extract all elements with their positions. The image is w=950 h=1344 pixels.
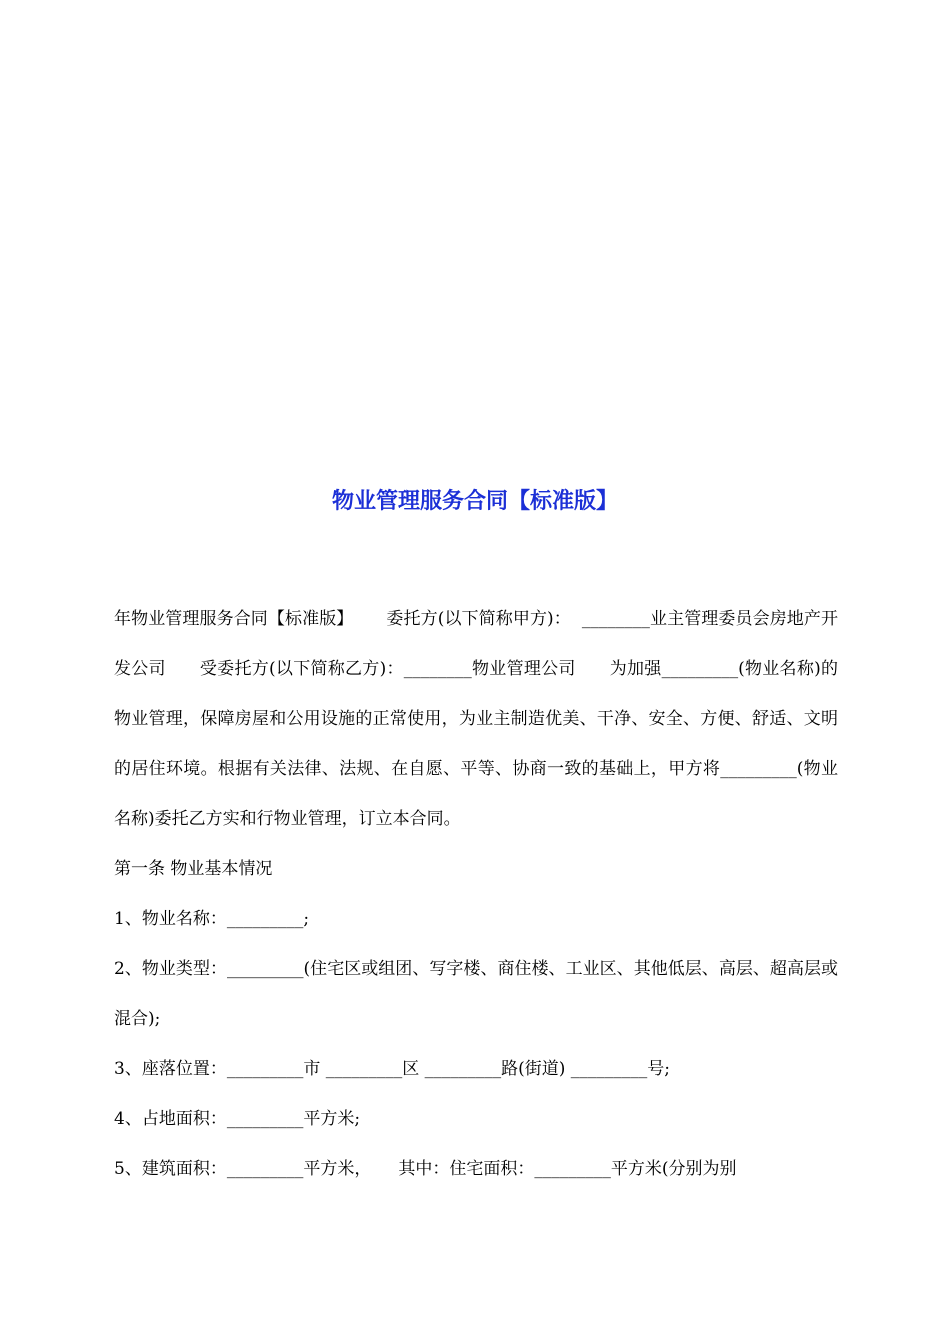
document-title: 物业管理服务合同【标准版】 [331, 489, 618, 514]
list-item-property-type: 2、物业类型：_________(住宅区或组团、写字楼、商住楼、工业区、其他低层、高层、超高层或混合); [114, 959, 838, 1029]
document-body [114, 600, 838, 1194]
list-item-location: 3、座落位置：_________市 _________区 _________路(街道) _________号; [114, 1059, 671, 1079]
intro-paragraph: 年物业管理服务合同【标准版】 委托方(以下简称甲方)： ________业主管理委员会房地产开发公司 受委托方(以下简称乙方)：________物业管理公司 为加强_________(物业名称)的物业管理，保障房屋和公用设施的正常使用，为业主制造优美、干净、安全、方便、舒适、文明的居住环境。根据有关法律、法规、在自愿、平等、协商一致的基础上，甲方将_________(物业名称)委托乙方实和行物业管理，订立本合同。 [114, 609, 838, 829]
list-item-building-area: 5、建筑面积：_________平方米， 其中：住宅面积：_________平方米(分别为别 [114, 1159, 737, 1179]
list-item-property-name: 1、物业名称：_________; [114, 909, 310, 929]
list-item-land-area: 4、占地面积：_________平方米; [114, 1109, 361, 1129]
article-heading: 第一条 物业基本情况 [114, 859, 273, 879]
